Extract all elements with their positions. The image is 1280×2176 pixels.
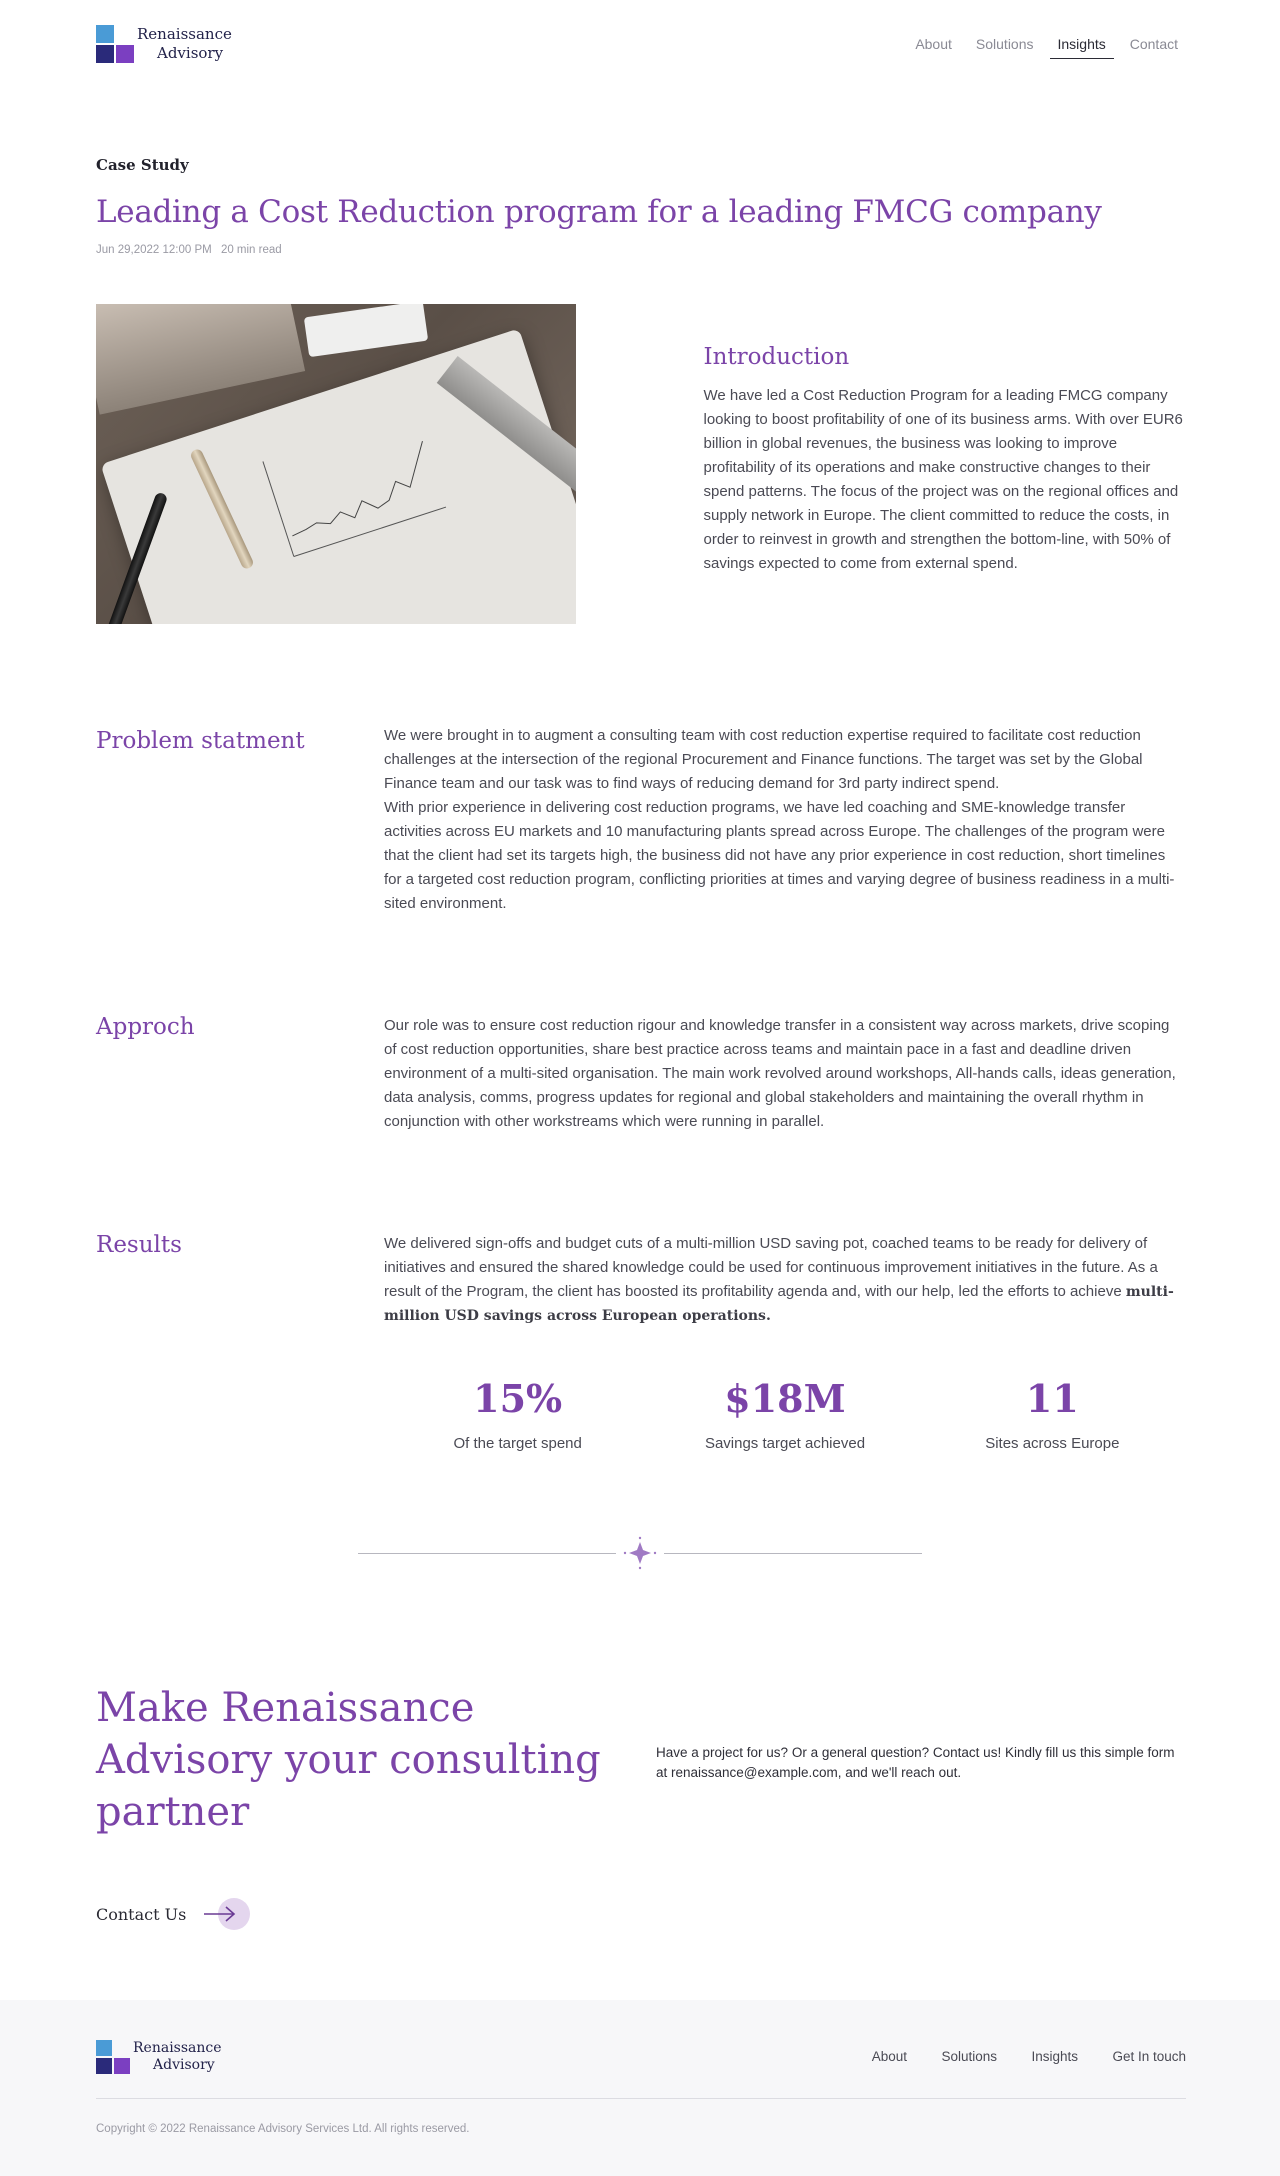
contact-us-button[interactable] <box>96 1898 250 1930</box>
site-footer <box>0 2000 1280 2176</box>
stat-label: Savings target achieved <box>704 1435 866 1452</box>
introduction-section <box>96 304 1186 624</box>
stat-value: $18M <box>724 1376 846 1421</box>
nav-insights[interactable]: Insights <box>1050 30 1114 59</box>
footer-brand-name <box>133 2040 222 2074</box>
stat-value: 15% <box>473 1376 563 1421</box>
hero-photo <box>96 304 576 624</box>
nav-about[interactable]: About <box>915 35 952 52</box>
brand-name-line1: Renaissance <box>133 2040 222 2056</box>
stat-item <box>651 1376 918 1452</box>
sparkle-icon <box>622 1536 658 1570</box>
results-text <box>384 1232 1186 1328</box>
footer-nav-get-in-touch[interactable]: Get In touch <box>1112 2049 1186 2064</box>
arrow-right-icon <box>202 1898 250 1930</box>
nav-contact[interactable]: Contact <box>1129 35 1178 52</box>
main-nav <box>907 30 1186 59</box>
stat-label: Of the target spend <box>453 1435 582 1452</box>
footer-nav-about[interactable]: About <box>871 2049 908 2064</box>
footer-nav <box>872 2048 1186 2066</box>
brand-name-line2: Advisory <box>157 44 224 62</box>
footer-brand-logo[interactable] <box>96 2040 222 2074</box>
stat-item <box>919 1376 1186 1452</box>
stat-value: 11 <box>1025 1376 1079 1421</box>
results-highlight: multi-million USD savings across European operations. <box>384 1284 1174 1324</box>
problem-section <box>96 724 1186 916</box>
introduction-heading: Introduction <box>703 344 850 370</box>
publish-date: Jun 29,2022 12:00 PM <box>96 244 212 256</box>
brand-name <box>137 25 232 63</box>
approach-heading: Approch <box>96 1014 195 1040</box>
footer-nav-solutions[interactable]: Solutions <box>941 2049 998 2064</box>
results-text-body: We delivered sign-offs and budget cuts of a multi-million USD saving pot, coached teams to be ready for delivery of initiatives and ensured the shared knowledge could be used for continuous improvement initiatives in the future. As a result of the Program, the client has boosted its profitability agenda and, with our help, led the efforts to achieve <box>384 1235 1158 1300</box>
problem-text-1: We were brought in to augment a consulting team with cost reduction expertise required to facilitate cost reduction challenges at the intersection of the regional Procurement and Finance functions. The target was set by the Global Finance team and our task was to find ways of reducing demand for 3rd party indirect spend. <box>384 727 1143 792</box>
brand-logo[interactable] <box>96 25 232 63</box>
cta-text: Have a project for us? Or a general question? Contact us! Kindly fill us this simple form at renaissance@example.com, and we'll reach out. <box>656 1745 1175 1780</box>
results-section <box>96 1232 1186 1328</box>
article-meta <box>96 244 1186 256</box>
brand-name-line2: Advisory <box>153 2057 215 2073</box>
footer-divider <box>96 2098 1186 2099</box>
contact-us-label: Contact Us <box>96 1904 187 1924</box>
paper-graph-illustration <box>236 414 476 564</box>
introduction-text: We have led a Cost Reduction Program for a leading FMCG company looking to boost profitability of one of its business arms. With over EUR6 billion in global revenues, the business was looking to improve profitability of its operations and make constructive changes to their spend patterns. The focus of the project was on the regional offices and supply network in Europe. The client committed to reduce the costs, in order to reinvest in growth and strengthen the bottom-line, with 50% of savings expected to come from external spend. <box>703 387 1183 572</box>
logo-mark-icon <box>96 25 134 63</box>
problem-heading: Problem statment <box>96 728 305 754</box>
stat-item <box>384 1376 651 1452</box>
case-study-eyebrow: Case Study <box>96 156 189 174</box>
logo-mark-icon <box>96 2040 130 2074</box>
approach-section <box>96 1014 1186 1134</box>
stat-label: Sites across Europe <box>985 1435 1120 1452</box>
problem-text-2: With prior experience in delivering cost reduction programs, we have led coaching and SME-knowledge transfer activities across EU markets and 10 manufacturing plants spread across Europe. The challenges of the program were that the client had set its targets high, the business did not have any prior experience in cost reduction, short timelines for a targeted cost reduction program, conflicting priorities at times and varying degree of business readiness in a multi-sited environment. <box>384 799 1175 912</box>
approach-text: Our role was to ensure cost reduction rigour and knowledge transfer in a consistent way across markets, drive scoping of cost reduction opportunities, share best practice across teams and maintain pace in a fast and deadline driven environment of a multi-sited organisation. The main work revolved around workshops, All-hands calls, ideas generation, data analysis, comms, progress updates for regional and global stakeholders and maintaining the overall rhythm in conjunction with other workstreams which were running in parallel. <box>384 1017 1176 1130</box>
read-time: 20 min read <box>220 244 282 256</box>
footer-nav-insights[interactable]: Insights <box>1031 2049 1078 2064</box>
section-divider <box>0 1536 1280 1570</box>
cta-section <box>96 1682 1186 1838</box>
results-stats <box>384 1376 1186 1452</box>
page-title: Leading a Cost Reduction program for a leading FMCG company <box>96 194 1102 230</box>
brand-name-line1: Renaissance <box>137 25 232 43</box>
nav-solutions[interactable]: Solutions <box>975 35 1034 52</box>
copyright-text: Copyright © 2022 Renaissance Advisory Services Ltd. All rights reserved. <box>96 2123 470 2135</box>
site-header <box>96 0 1186 1452</box>
results-heading: Results <box>96 1232 182 1258</box>
cta-title: Make Renaissance Advisory your consulting partner <box>96 1685 601 1835</box>
